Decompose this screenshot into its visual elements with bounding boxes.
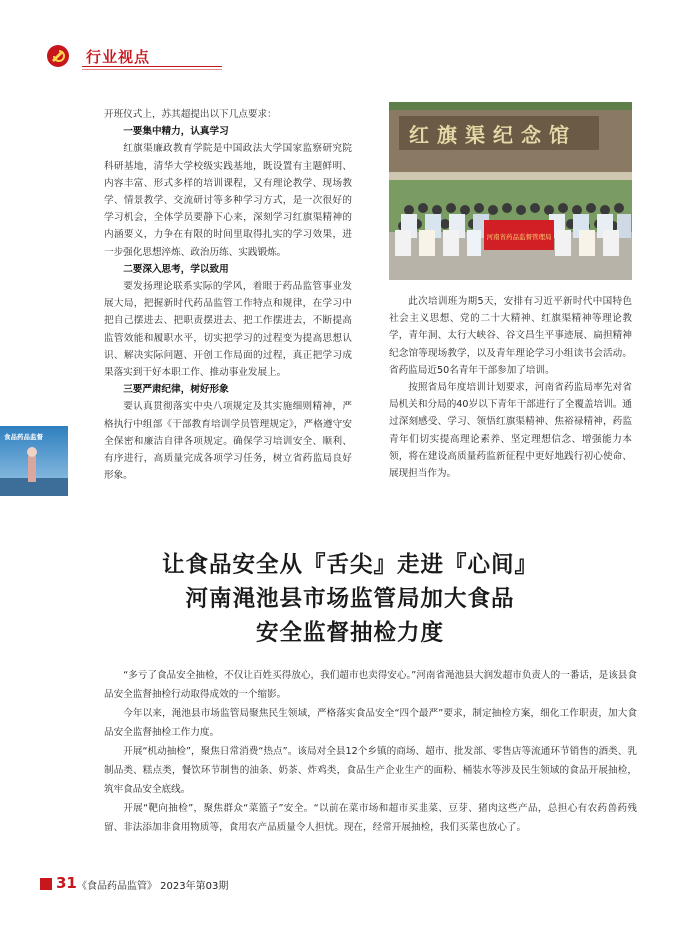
requirement-3-heading: 三要严肃纪律，树好形象 — [123, 384, 229, 396]
publication-info: 《食品药品监管》 2023年第03期 — [77, 881, 229, 892]
training-summary-paragraph: 此次培训班为期5天，安排有习近平新时代中国特色社会主义思想、党的二十大精神、红旗渠精神等理论教学，青年洞、太行大峡谷、谷文昌生平事迹展、扁担精神纪念馆等现场教学，以及青年理论学习小组读书会活动。省药监局近50名青年干部参加了培训。 — [389, 296, 632, 376]
page-number: 31 — [56, 874, 77, 892]
header-divider-secondary — [82, 69, 222, 70]
memorial-sign-text: 红旗渠纪念馆 — [409, 123, 577, 147]
intro-paragraph: 开班仪式上，苏其超提出以下几点要求： — [104, 109, 277, 120]
section-title: 行业视点 — [86, 48, 151, 66]
article-paragraph: 开展“靶向抽检”，聚焦群众“菜篮子”安全。“以前在菜市场和超市买韭菜、豆芽、猪肉这些产品，总担心有农药兽药残留、非法添加非食用物质等，食用农产品质量令人担忧。现在，经常开展抽检，我们买菜也放心了。 — [104, 803, 637, 833]
red-banner-text: 河南省药品监督管理局 — [486, 233, 552, 241]
training-plan-paragraph: 按照省局年度培训计划要求，河南省药监局率先对省局机关和分局的40岁以下青年干部进行了全覆盖培训。通过深刻感受、学习、领悟红旗渠精神、焦裕禄精神，药监青年们切实提高理论素养、坚定理想信念、增强能力本领，将在建设高质量药监新征程中更好地践行初心使命、展现担当作为。 — [389, 382, 632, 480]
article-paragraph: 今年以来，渑池县市场监管局聚焦民生领域，严格落实食品安全“四个最严”要求，制定抽检方案，细化工作职责，加大食品安全监督抽检工作力度。 — [104, 708, 637, 738]
article-title-line-1: 让食品安全从『舌尖』走进『心间』 — [161, 552, 538, 578]
requirement-1-heading: 一要集中精力，认真学习 — [123, 126, 229, 138]
party-emblem-icon — [46, 44, 70, 68]
requirement-2-body: 要发扬理论联系实际的学风，着眼于药品监管事业发展大局，把握新时代药品监管工作特点和规律，在学习中把自己摆进去、把职责摆进去、把工作摆进去，不断提高监管效能和履职水平，切实把学习的过程变为提高思想认识、解决实际问题、开创工作局面的过程，真正把学习成果落实到干好本职工作、推动事业发展上。 — [104, 281, 352, 379]
magazine-cover-thumbnail — [0, 426, 68, 496]
article-title-line-2: 河南渑池县市场监管局加大食品 — [185, 586, 515, 612]
cover-label: 食品药品监督 — [4, 433, 43, 441]
article-title — [60, 548, 640, 650]
article-title-line-3: 安全监督抽检力度 — [255, 620, 444, 646]
requirement-2-heading: 二要深入思考，学以致用 — [123, 263, 229, 275]
article-paragraph: 开展“机动抽检”，聚焦日常消费“热点”。该局对全县12个乡镇的商场、超市、批发部、零售店等流通环节销售的酒类、乳制品类、糕点类，餐饮环节制售的油条、奶茶、炸鸡类，食品生产企业生产的面粉、桶装水等涉及民生领域的食品开展抽检，筑牢食品安全底线。 — [104, 746, 637, 795]
group-photo — [389, 102, 632, 280]
left-column — [104, 106, 352, 484]
article-paragraph: “多亏了食品安全抽检，不仅让百姓买得放心，我们超市也卖得安心。”河南省渑池县大润发超市负责人的一番话，是该县食品安全监督抽检行动取得成效的一个缩影。 — [104, 670, 637, 700]
requirement-1-body: 红旗渠廉政教育学院是中国政法大学国家监察研究院科研基地，清华大学校级实践基地，既设置有主题鲜明、内容丰富、形式多样的培训课程，又有理论教学、现场教学、情景教学、交流研讨等多种学习方式，是一次很好的学习机会，全体学员要静下心来，深刻学习红旗渠精神的内涵要义，力争在有限的时间里取得扎实的学习效果，进一步强化思想淬炼、政治历练、实践锻炼。 — [104, 143, 352, 258]
group-photo-image — [389, 102, 632, 280]
article-body — [104, 666, 637, 837]
header-divider — [82, 66, 222, 67]
requirement-3-body: 要认真贯彻落实中央八项规定及其实施细则精神，严格执行中组部《干部教育培训学员管理规定》，严格遵守安全保密和廉洁自律各项规定。确保学习培训安全、顺利、有序进行，高质量完成各项学习任务，树立省药监局良好形象。 — [104, 401, 352, 482]
right-column — [389, 293, 632, 482]
section-header — [46, 44, 646, 70]
footer-square-icon — [40, 878, 52, 890]
